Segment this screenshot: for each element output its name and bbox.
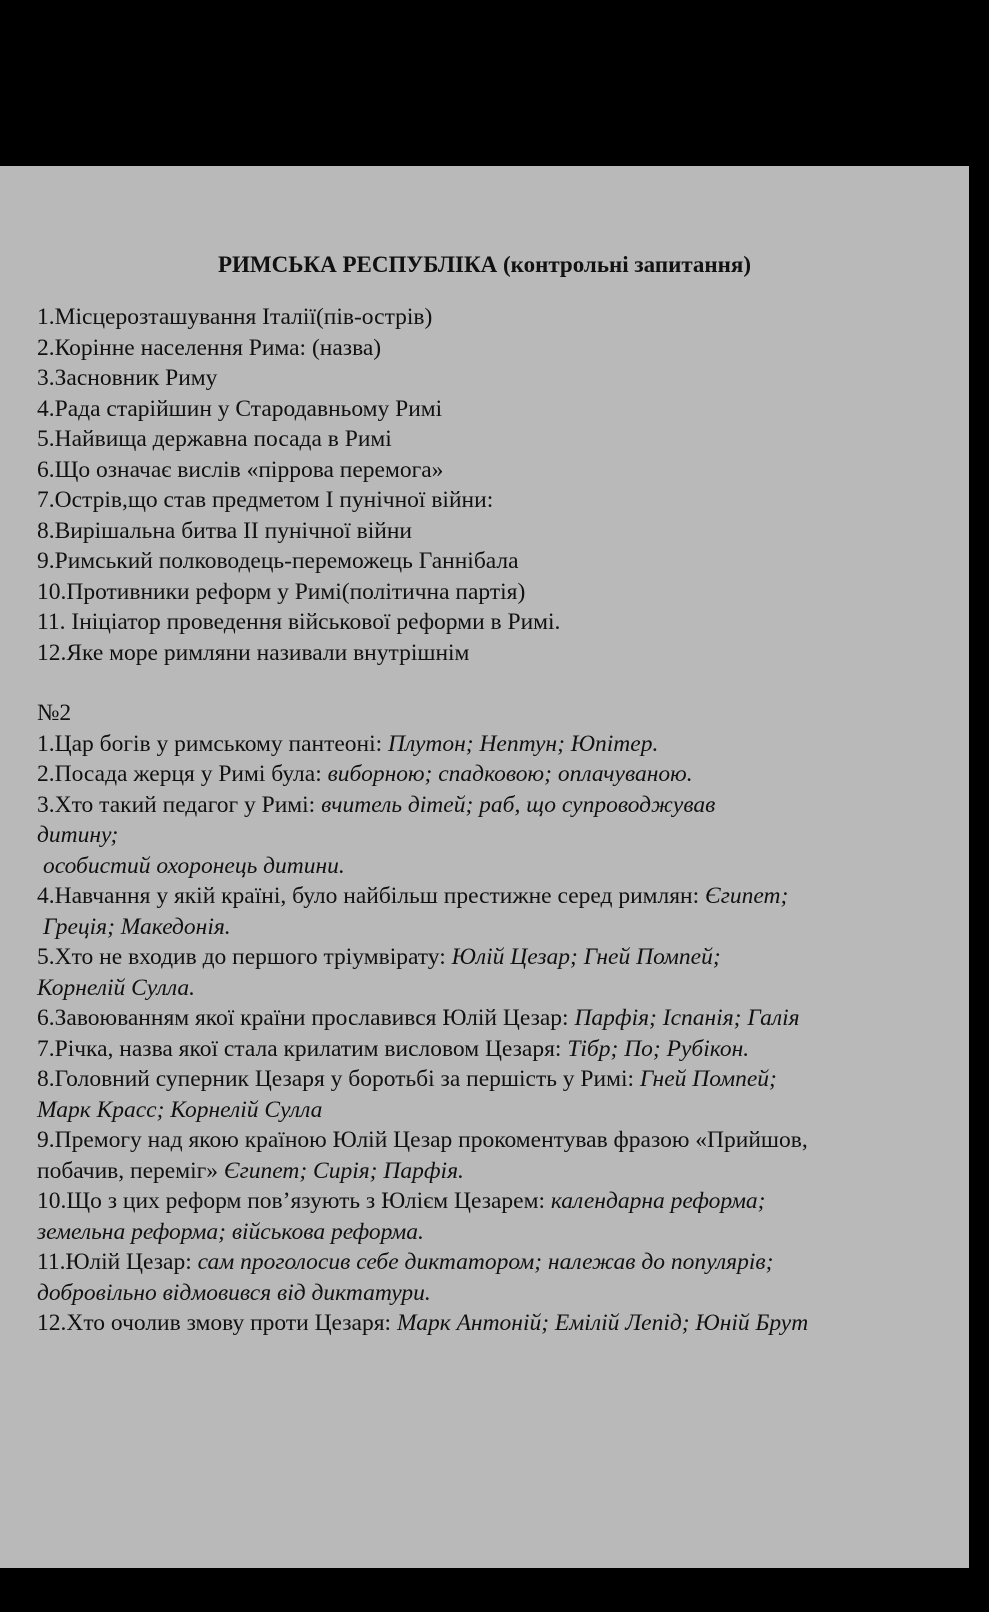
question-2-4 bbox=[37, 881, 957, 912]
question-text: 9.Премогу над якою країною Юлій Цезар прокоментував фразою «Прийшов, bbox=[37, 1127, 808, 1153]
answer-options: вчитель дітей; раб, що супроводжував bbox=[321, 791, 716, 818]
document-body bbox=[37, 302, 957, 1339]
answer-options: дитину; bbox=[37, 822, 119, 848]
question-2-11 bbox=[37, 1247, 957, 1278]
question-1-12: 12.Яке море римляни називали внутрішнім bbox=[37, 639, 470, 666]
question-1-3: 3.Засновник Риму bbox=[37, 365, 218, 391]
answer-options: Гней Помпей; bbox=[639, 1066, 777, 1092]
question-2-10-cont bbox=[37, 1217, 957, 1248]
answer-options: земельна реформа; військова реформа. bbox=[37, 1218, 424, 1245]
page-title: РИМСЬКА РЕСПУБЛІКА (контрольні запитання) bbox=[217, 252, 752, 277]
question-2-3-cont bbox=[37, 820, 957, 851]
question-2-8-cont bbox=[37, 1095, 957, 1126]
question-text: 4.Навчання у якій країні, було найбільш престижне серед римлян: bbox=[37, 883, 706, 909]
answer-options: Єгипет; bbox=[705, 883, 789, 909]
question-1-9: 9.Римський полководець-переможець Ганнібала bbox=[37, 548, 519, 574]
question-text: 11.Юлій Цезар: bbox=[37, 1249, 198, 1275]
section-2-heading: №2 bbox=[37, 700, 72, 726]
question-text: 12.Хто очолив змову проти Цезаря: bbox=[37, 1310, 397, 1336]
answer-options: Плутон; Нептун; Юпітер. bbox=[388, 730, 659, 757]
answer-options: Юлій Цезар; Гней Помпей; bbox=[451, 944, 721, 970]
question-2-5 bbox=[37, 942, 957, 973]
question-text: 2.Посада жерця у Римі була: bbox=[37, 761, 328, 787]
question-2-5-cont bbox=[37, 973, 957, 1004]
question-1-1: 1.Місцерозташування Італії(пів-острів) bbox=[37, 304, 433, 330]
question-2-12 bbox=[37, 1308, 957, 1339]
question-text: побачив, переміг» bbox=[37, 1157, 224, 1184]
question-2-8 bbox=[37, 1064, 957, 1095]
answer-options: Парфія; Іспанія; Галія bbox=[574, 1005, 800, 1031]
question-2-3-cont bbox=[37, 851, 957, 882]
answer-options: сам проголосив себе диктатором; належав до популярів; bbox=[197, 1249, 774, 1275]
question-text: 5.Хто не входив до першого тріумвірату: bbox=[37, 944, 452, 970]
question-1-7: 7.Острів,що став предметом І пунічної війни: bbox=[37, 487, 494, 513]
question-1-11: 11. Ініціатор проведення військової реформи в Римі. bbox=[37, 609, 561, 635]
question-1-6: 6.Що означає вислів «піррова перемога» bbox=[37, 456, 444, 483]
question-2-9 bbox=[37, 1125, 957, 1156]
question-text: 7.Річка, назва якої стала крилатим висловом Цезаря: bbox=[37, 1035, 568, 1062]
answer-options: Єгипет; Сирія; Парфія. bbox=[223, 1157, 464, 1184]
question-text: 6.Завоюванням якої країни прославився Юлій Цезар: bbox=[37, 1005, 575, 1031]
answer-options: особистий охоронець дитини. bbox=[43, 852, 345, 879]
answer-options: Марк Красс; Корнелій Сулла bbox=[37, 1096, 323, 1123]
question-2-9-cont bbox=[37, 1156, 957, 1187]
question-1-10: 10.Противники реформ у Римі(політична партія) bbox=[37, 578, 526, 605]
question-text: 1.Цар богів у римському пантеоні: bbox=[37, 730, 389, 757]
answer-options: Марк Антоній; Емілій Лепід; Юній Брут bbox=[396, 1310, 809, 1336]
question-2-6 bbox=[37, 1003, 957, 1034]
question-2-2 bbox=[37, 759, 957, 790]
question-1-5: 5.Найвища державна посада в Римі bbox=[37, 426, 392, 452]
question-2-4-cont bbox=[37, 912, 957, 943]
question-2-3 bbox=[37, 790, 957, 821]
question-2-7 bbox=[37, 1034, 957, 1065]
question-text: 10.Що з цих реформ пов’язують з Юлієм Цезарем: bbox=[37, 1188, 551, 1214]
section-spacer bbox=[37, 668, 957, 698]
answer-options: добровільно відмовився від диктатури. bbox=[37, 1279, 431, 1306]
document-page bbox=[0, 166, 969, 1568]
question-2-11-cont bbox=[37, 1278, 957, 1309]
question-2-10 bbox=[37, 1186, 957, 1217]
answer-options: Греція; Македонія. bbox=[43, 913, 231, 940]
question-1-8: 8.Вирішальна битва ІІ пунічної війни bbox=[37, 517, 412, 544]
answer-options: Тібр; По; Рубікон. bbox=[567, 1035, 750, 1062]
question-2-1 bbox=[37, 729, 957, 760]
answer-options: календарна реформа; bbox=[550, 1188, 766, 1214]
answer-options: Корнелій Сулла. bbox=[37, 974, 195, 1001]
question-text: 3.Хто такий педагог у Римі: bbox=[37, 791, 322, 818]
question-1-2: 2.Корінне населення Рима: (назва) bbox=[37, 334, 382, 361]
question-text: 8.Головний суперник Цезаря у боротьбі за першість у Римі: bbox=[37, 1066, 640, 1092]
question-1-4: 4.Рада старійшин у Стародавньому Римі bbox=[37, 395, 443, 422]
answer-options: виборною; спадковою; оплачуваною. bbox=[327, 761, 693, 787]
